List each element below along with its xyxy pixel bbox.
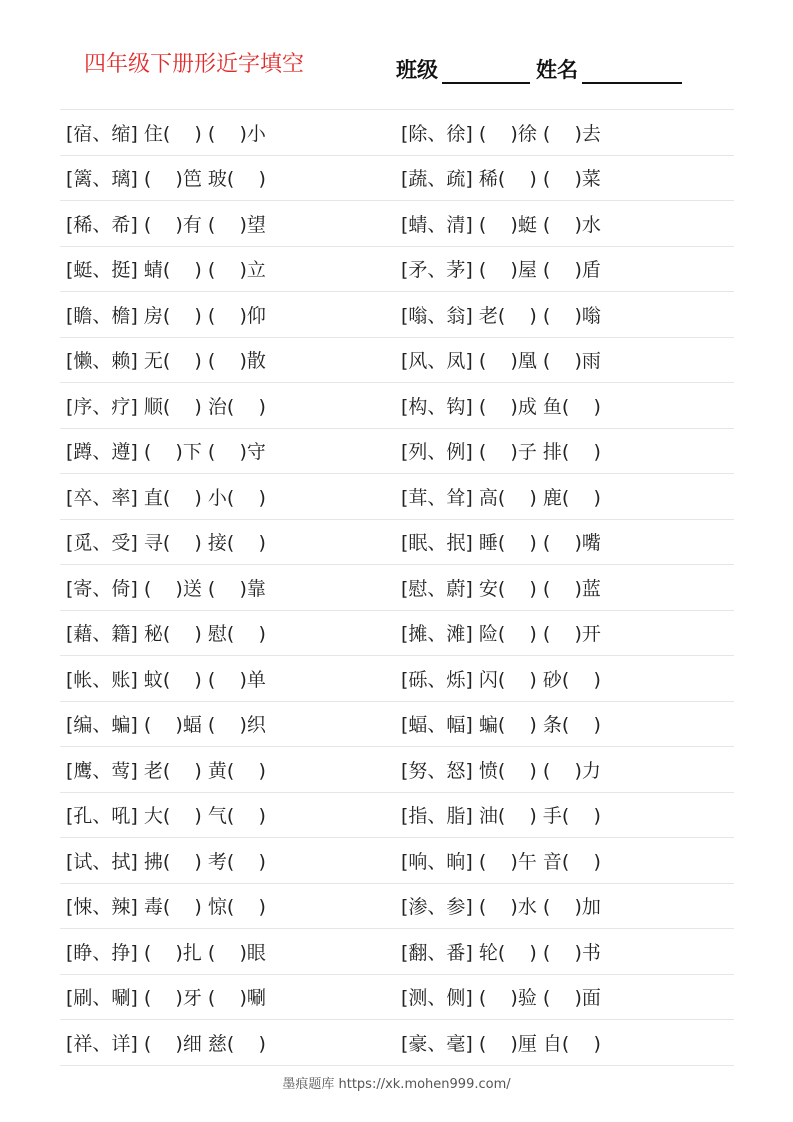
exercise-right[interactable]: [眠、抿] 睡( ) ( )嘴 (401, 532, 601, 555)
table-row (60, 474, 734, 520)
exercise-left[interactable]: [寄、倚] ( )送 ( )靠 (66, 577, 266, 600)
exercise-right[interactable]: [风、凤] ( )凰 ( )雨 (401, 350, 601, 373)
exercise-left[interactable]: [瞻、檐] 房( ) ( )仰 (66, 304, 266, 327)
exercise-right[interactable]: [矛、茅] ( )屋 ( )盾 (401, 259, 601, 282)
exercise-right[interactable]: [嗡、翁] 老( ) ( )嗡 (401, 304, 601, 327)
name-blank[interactable] (582, 60, 682, 84)
exercise-right[interactable]: [渗、参] ( )水 ( )加 (401, 896, 601, 919)
table-row (60, 520, 734, 566)
table-row (60, 429, 734, 475)
table-row (60, 565, 734, 611)
exercise-right[interactable]: [响、晌] ( )午 音( ) (401, 850, 601, 873)
table-row (60, 292, 734, 338)
table-row (60, 793, 734, 839)
table-row (60, 702, 734, 748)
name-label: 姓名 (536, 58, 578, 82)
footer-watermark: 墨痕题库 https://xk.mohen999.com/ (282, 1077, 511, 1092)
exercise-left[interactable]: [刷、唰] ( )牙 ( )唰 (66, 987, 266, 1010)
exercise-right[interactable]: [蝠、幅] 蝙( ) 条( ) (401, 714, 601, 737)
exercise-right[interactable]: [构、钩] ( )成 鱼( ) (401, 395, 601, 418)
exercise-left[interactable]: [帐、账] 蚊( ) ( )单 (66, 668, 266, 691)
exercise-left[interactable]: [藉、籍] 秘( ) 慰( ) (66, 623, 266, 646)
exercise-right[interactable]: [测、侧] ( )验 ( )面 (401, 987, 601, 1010)
worksheet-title: 四年级下册形近字填空 (84, 52, 305, 77)
table-row (60, 247, 734, 293)
table-row (60, 611, 734, 657)
exercise-left[interactable]: [试、拭] 拂( ) 考( ) (66, 850, 266, 873)
table-row (60, 656, 734, 702)
exercise-right[interactable]: [列、例] ( )子 排( ) (401, 441, 601, 464)
exercise-left[interactable]: [宿、缩] 住( ) ( )小 (66, 122, 266, 145)
table-row (60, 201, 734, 247)
exercise-left[interactable]: [懒、赖] 无( ) ( )散 (66, 350, 266, 373)
exercise-right[interactable]: [翻、番] 轮( ) ( )书 (401, 941, 601, 964)
exercise-right[interactable]: [除、徐] ( )徐 ( )去 (401, 122, 601, 145)
table-row (60, 975, 734, 1021)
exercise-left[interactable]: [序、疗] 顺( ) 治( ) (66, 395, 266, 418)
exercise-left[interactable]: [蹲、遵] ( )下 ( )守 (66, 441, 266, 464)
exercise-left[interactable]: [稀、希] ( )有 ( )望 (66, 213, 266, 236)
student-info (396, 54, 688, 84)
exercise-right[interactable]: [摊、滩] 险( ) ( )开 (401, 623, 601, 646)
exercise-left[interactable]: [觅、受] 寻( ) 接( ) (66, 532, 266, 555)
table-row (60, 383, 734, 429)
table-row (60, 838, 734, 884)
exercise-right[interactable]: [砾、烁] 闪( ) 砂( ) (401, 668, 601, 691)
exercise-right[interactable]: [努、怒] 愤( ) ( )力 (401, 759, 601, 782)
table-row (60, 156, 734, 202)
class-blank[interactable] (442, 60, 530, 84)
table-row (60, 1020, 734, 1066)
exercise-right[interactable]: [蜻、清] ( )蜓 ( )水 (401, 213, 601, 236)
exercise-left[interactable]: [篱、璃] ( )笆 玻( ) (66, 168, 266, 191)
exercise-left[interactable]: [孔、吼] 大( ) 气( ) (66, 805, 266, 828)
table-row (60, 338, 734, 384)
exercise-right[interactable]: [指、脂] 油( ) 手( ) (401, 805, 601, 828)
exercise-left[interactable]: [卒、率] 直( ) 小( ) (66, 486, 266, 509)
table-row (60, 884, 734, 930)
exercise-left[interactable]: [睁、挣] ( )扎 ( )眼 (66, 941, 266, 964)
table-row (60, 747, 734, 793)
exercise-table (60, 109, 734, 1066)
exercise-right[interactable]: [蔬、疏] 稀( ) ( )菜 (401, 168, 601, 191)
exercise-left[interactable]: [祥、详] ( )细 慈( ) (66, 1032, 266, 1055)
table-row (60, 110, 734, 156)
exercise-right[interactable]: [慰、蔚] 安( ) ( )蓝 (401, 577, 601, 600)
table-row (60, 929, 734, 975)
exercise-left[interactable]: [蜓、挺] 蜻( ) ( )立 (66, 259, 266, 282)
exercise-right[interactable]: [豪、毫] ( )厘 自( ) (401, 1032, 601, 1055)
class-label: 班级 (396, 58, 438, 82)
exercise-left[interactable]: [编、蝙] ( )蝠 ( )织 (66, 714, 266, 737)
exercise-left[interactable]: [鹰、莺] 老( ) 黄( ) (66, 759, 266, 782)
exercise-right[interactable]: [茸、耸] 高( ) 鹿( ) (401, 486, 601, 509)
exercise-left[interactable]: [悚、辣] 毒( ) 惊( ) (66, 896, 266, 919)
